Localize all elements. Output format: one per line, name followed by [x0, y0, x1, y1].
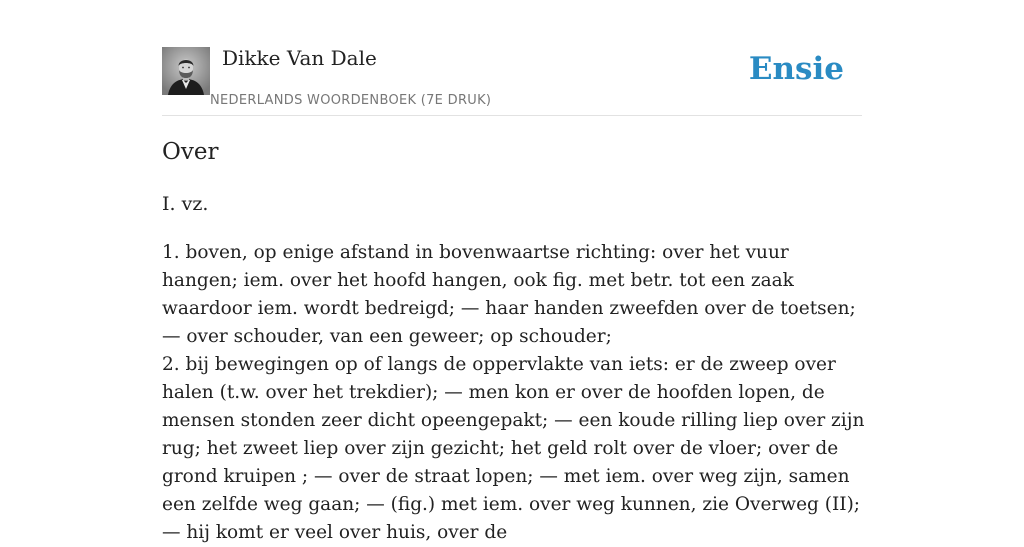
definition-sense: 1. boven, op enige afstand in bovenwaartse richting: over het vuur hangen; iem. over het hoofd hangen, ook fig. met betr. tot een zaak waardoor iem. wordt bedreigd; — haar handen zweefden over de toetsen; — over schouder, van een geweer; op schouder; — [162, 242, 856, 347]
author-avatar — [162, 47, 210, 95]
entry-header — [162, 40, 862, 116]
portrait-image — [162, 47, 210, 95]
entry-title: Over — [162, 139, 219, 165]
source-title[interactable]: NEDERLANDS WOORDENBOEK (7E DRUK) — [210, 93, 492, 108]
author-name[interactable]: Dikke Van Dale — [222, 46, 377, 70]
definition-text — [162, 239, 868, 547]
definition-sense: 2. bij bewegingen op of langs de oppervlakte van iets: er de zweep over halen (t.w. over het trekdier); — men kon er over de hoofden lopen, de mensen stonden zeer dicht opeengepakt; — een koude rilling liep over zijn rug; het zweet liep over zijn gezicht; het geld rolt over de vloer; over de grond kruipen ; — over de straat lopen; — met iem. over weg zijn, samen een zelfde weg gaan; — (fig.) met iem. over weg kunnen, zie Overweg (II); — hij komt er veel over huis, over de — [162, 354, 865, 543]
ensie-logo[interactable]: Ensie — [748, 51, 844, 87]
part-of-speech: I. vz. — [162, 193, 209, 215]
